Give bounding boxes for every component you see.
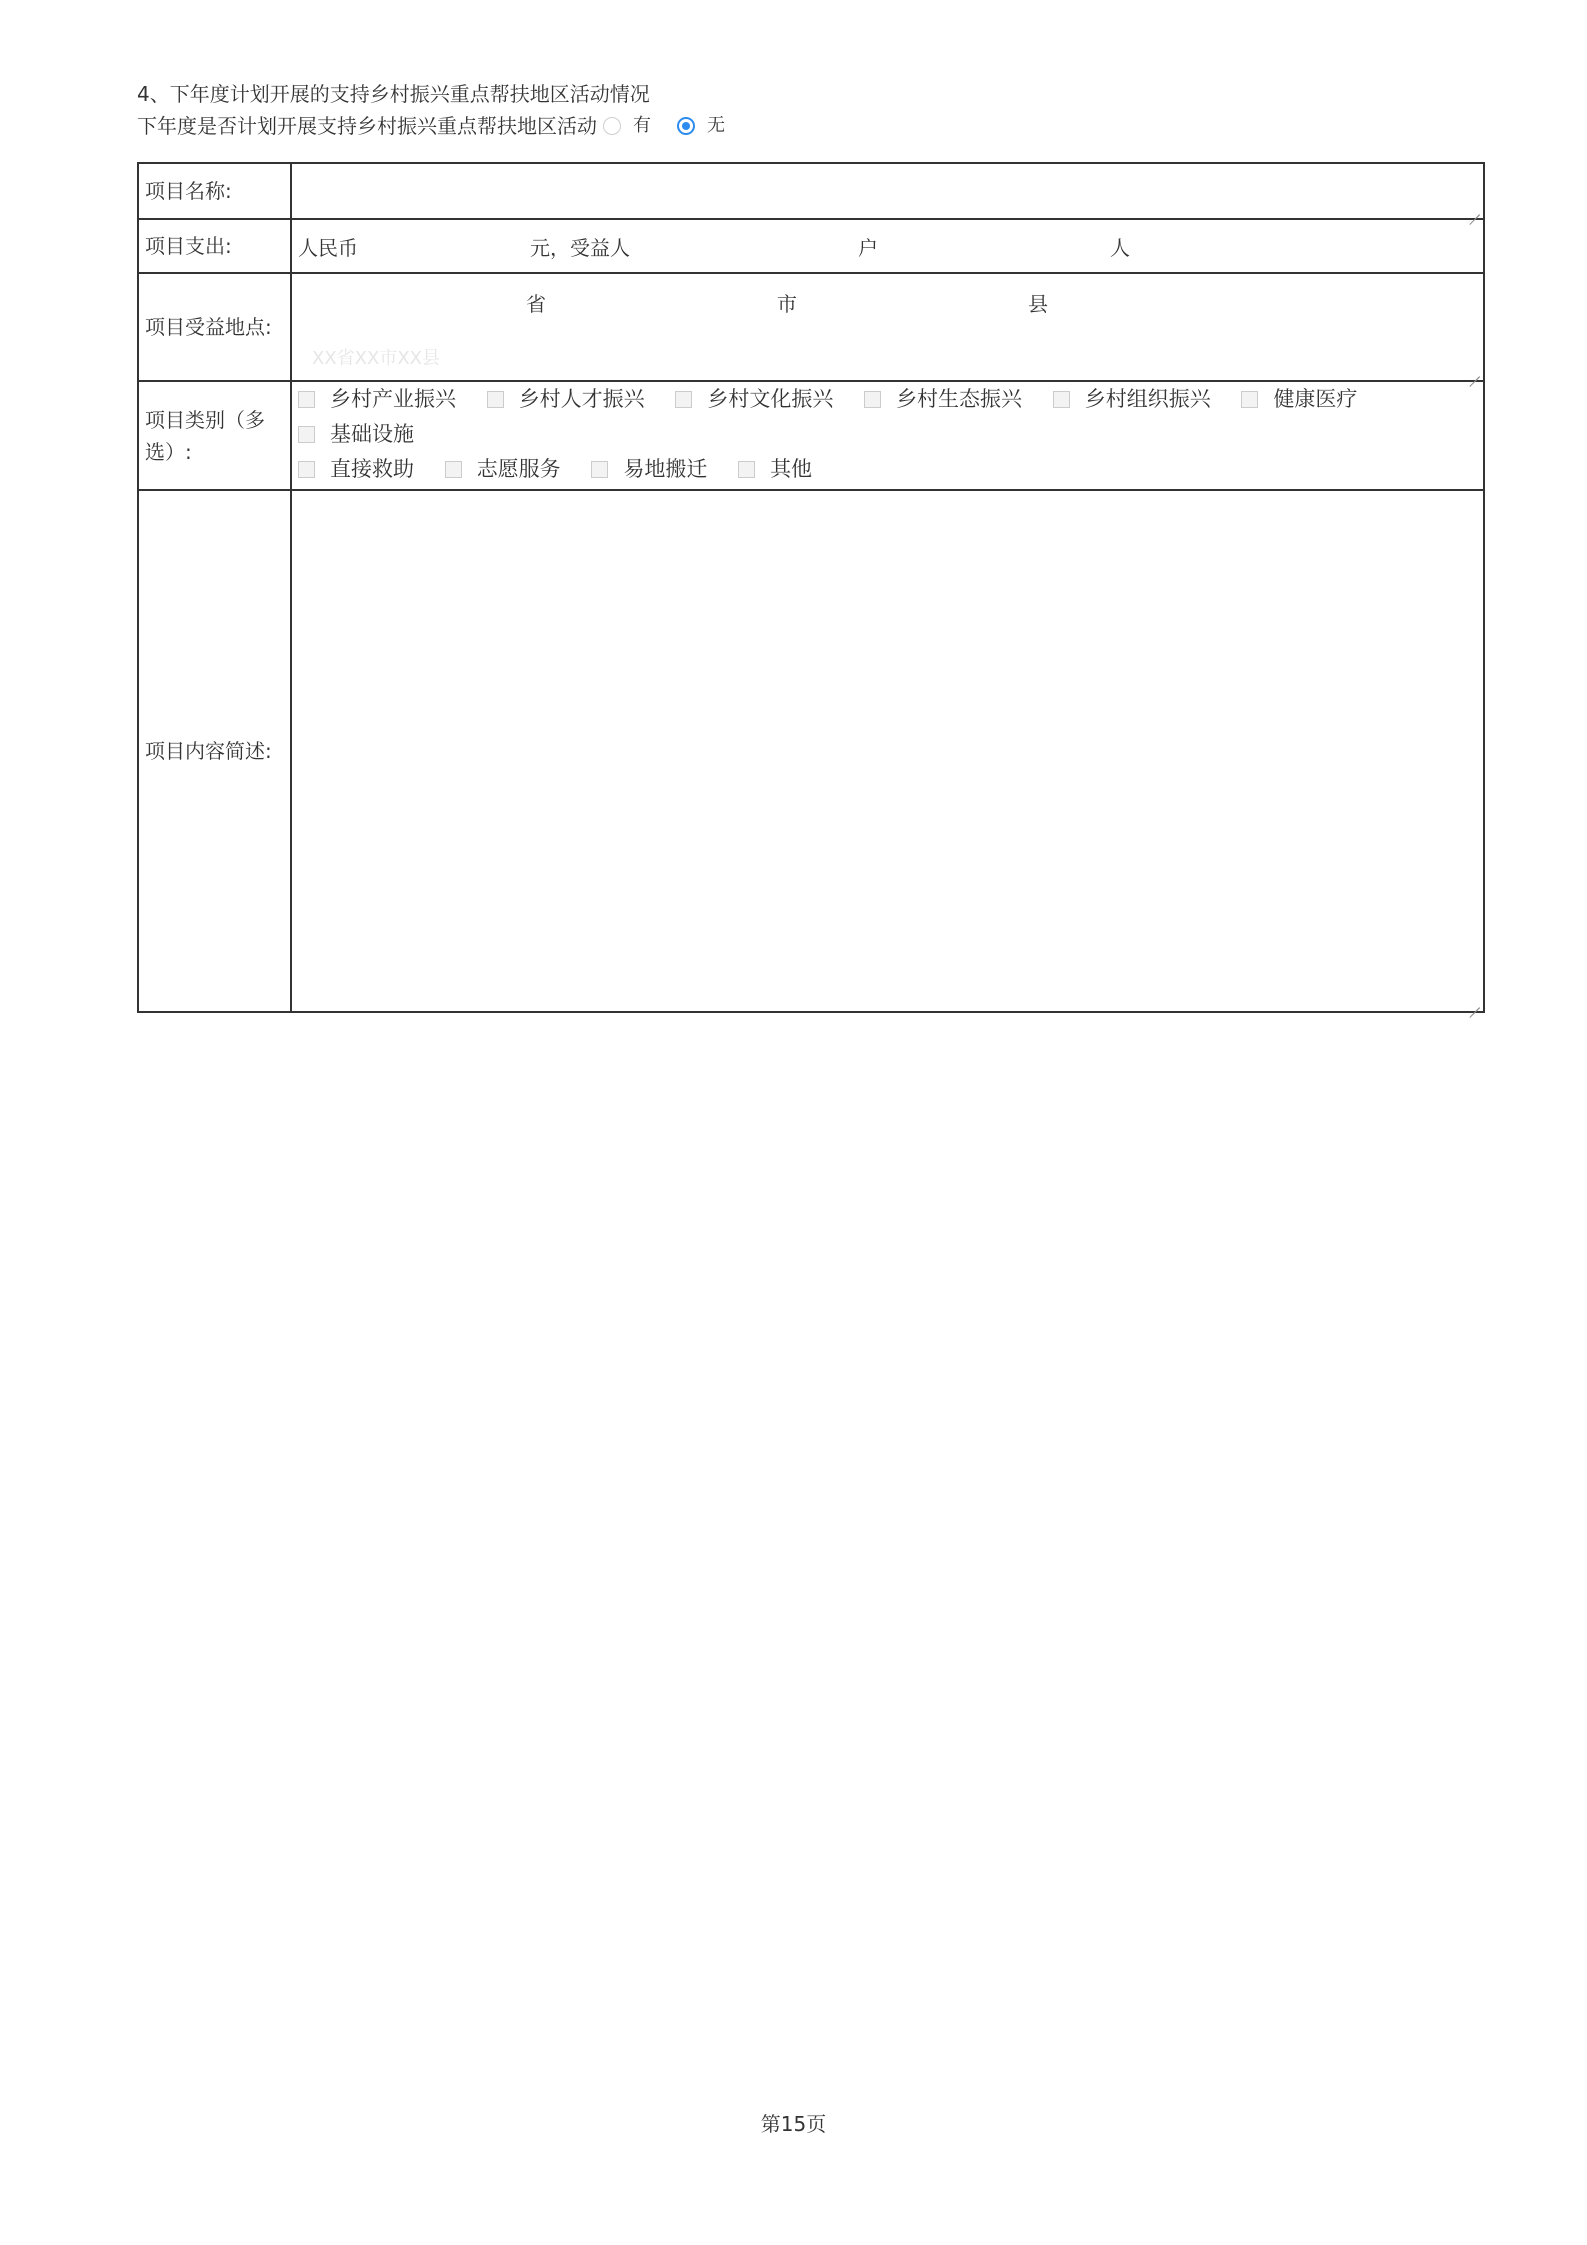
checkbox-icon[interactable] xyxy=(675,391,692,408)
location-city: 市 xyxy=(777,292,797,316)
radio-label-no: 无 xyxy=(707,115,725,136)
plan-question xyxy=(137,112,745,140)
category-option[interactable] xyxy=(298,383,456,416)
checkbox-icon[interactable] xyxy=(298,426,315,443)
resize-handle-icon[interactable] xyxy=(1468,996,1480,1008)
category-option-label: 志愿服务 xyxy=(476,457,561,481)
radio-label-yes: 有 xyxy=(633,115,651,136)
project-name-textarea[interactable] xyxy=(291,163,1484,219)
row-project-name xyxy=(138,163,1484,219)
category-option[interactable] xyxy=(675,383,833,416)
category-option[interactable] xyxy=(1053,383,1211,416)
category-option-label: 乡村生态振兴 xyxy=(896,387,1023,411)
checkbox-icon[interactable] xyxy=(1241,391,1258,408)
project-category-label: 项目类别（多选）: xyxy=(138,381,291,490)
question-text: 下年度是否计划开展支持乡村振兴重点帮扶地区活动 xyxy=(137,114,597,138)
project-category-field xyxy=(291,381,1484,490)
row-project-description xyxy=(138,490,1484,1012)
checkbox-icon[interactable] xyxy=(445,461,462,478)
resize-handle-icon[interactable] xyxy=(1468,203,1480,215)
row-project-expense xyxy=(138,219,1484,273)
category-option[interactable] xyxy=(591,453,707,486)
category-option[interactable] xyxy=(298,418,414,451)
expense-unit-yuan: 元，受益人 xyxy=(530,235,630,260)
category-option-label: 其他 xyxy=(770,457,813,481)
location-placeholder: XX省XX市XX县 xyxy=(312,348,440,369)
location-county: 县 xyxy=(1028,292,1048,316)
category-option[interactable] xyxy=(445,453,561,486)
category-option-label: 乡村组织振兴 xyxy=(1084,387,1211,411)
expense-unit-people: 人 xyxy=(1110,235,1130,260)
category-checkbox-group xyxy=(292,382,1483,489)
page-number: 第15页 xyxy=(760,2112,827,2136)
project-description-value[interactable] xyxy=(292,491,1483,1011)
category-option-label: 乡村文化振兴 xyxy=(707,387,834,411)
project-location-label: 项目受益地点: xyxy=(138,273,291,381)
category-option-label: 健康医疗 xyxy=(1273,387,1358,411)
radio-option-yes[interactable] xyxy=(603,112,651,140)
project-description-textarea[interactable] xyxy=(291,490,1484,1012)
project-form-table xyxy=(137,162,1485,1013)
category-option-label: 基础设施 xyxy=(330,422,414,446)
checkbox-icon[interactable] xyxy=(298,461,315,478)
project-expense-label: 项目支出: xyxy=(138,219,291,273)
category-option-label: 乡村产业振兴 xyxy=(330,387,456,411)
category-option-label: 乡村人才振兴 xyxy=(518,387,645,411)
checkbox-icon[interactable] xyxy=(298,391,315,408)
radio-unchecked-icon[interactable] xyxy=(603,117,621,135)
radio-option-no[interactable] xyxy=(677,112,725,140)
checkbox-icon[interactable] xyxy=(1053,391,1070,408)
category-option-label: 易地搬迁 xyxy=(623,457,708,481)
project-expense-field xyxy=(291,219,1484,273)
checkbox-icon[interactable] xyxy=(487,391,504,408)
project-name-value[interactable] xyxy=(292,164,1483,218)
checkbox-icon[interactable] xyxy=(738,461,755,478)
project-description-label: 项目内容简述: xyxy=(138,490,291,1012)
category-option[interactable] xyxy=(738,453,812,486)
category-option[interactable] xyxy=(487,383,645,416)
category-option[interactable] xyxy=(864,383,1022,416)
checkbox-icon[interactable] xyxy=(864,391,881,408)
row-project-category xyxy=(138,381,1484,490)
location-province: 省 xyxy=(526,292,546,316)
project-location-textarea[interactable] xyxy=(291,273,1484,381)
category-option[interactable] xyxy=(1241,383,1357,416)
checkbox-icon[interactable] xyxy=(591,461,608,478)
project-name-label: 项目名称: xyxy=(138,163,291,219)
expense-currency: 人民币 xyxy=(298,235,358,260)
radio-checked-icon[interactable] xyxy=(677,117,695,135)
row-project-location xyxy=(138,273,1484,381)
expense-unit-households: 户 xyxy=(858,235,878,260)
category-option[interactable] xyxy=(298,453,414,486)
section-title: 4、下年度计划开展的支持乡村振兴重点帮扶地区活动情况 xyxy=(137,82,650,106)
category-option-label: 直接救助 xyxy=(330,457,414,481)
resize-handle-icon[interactable] xyxy=(1468,365,1480,377)
